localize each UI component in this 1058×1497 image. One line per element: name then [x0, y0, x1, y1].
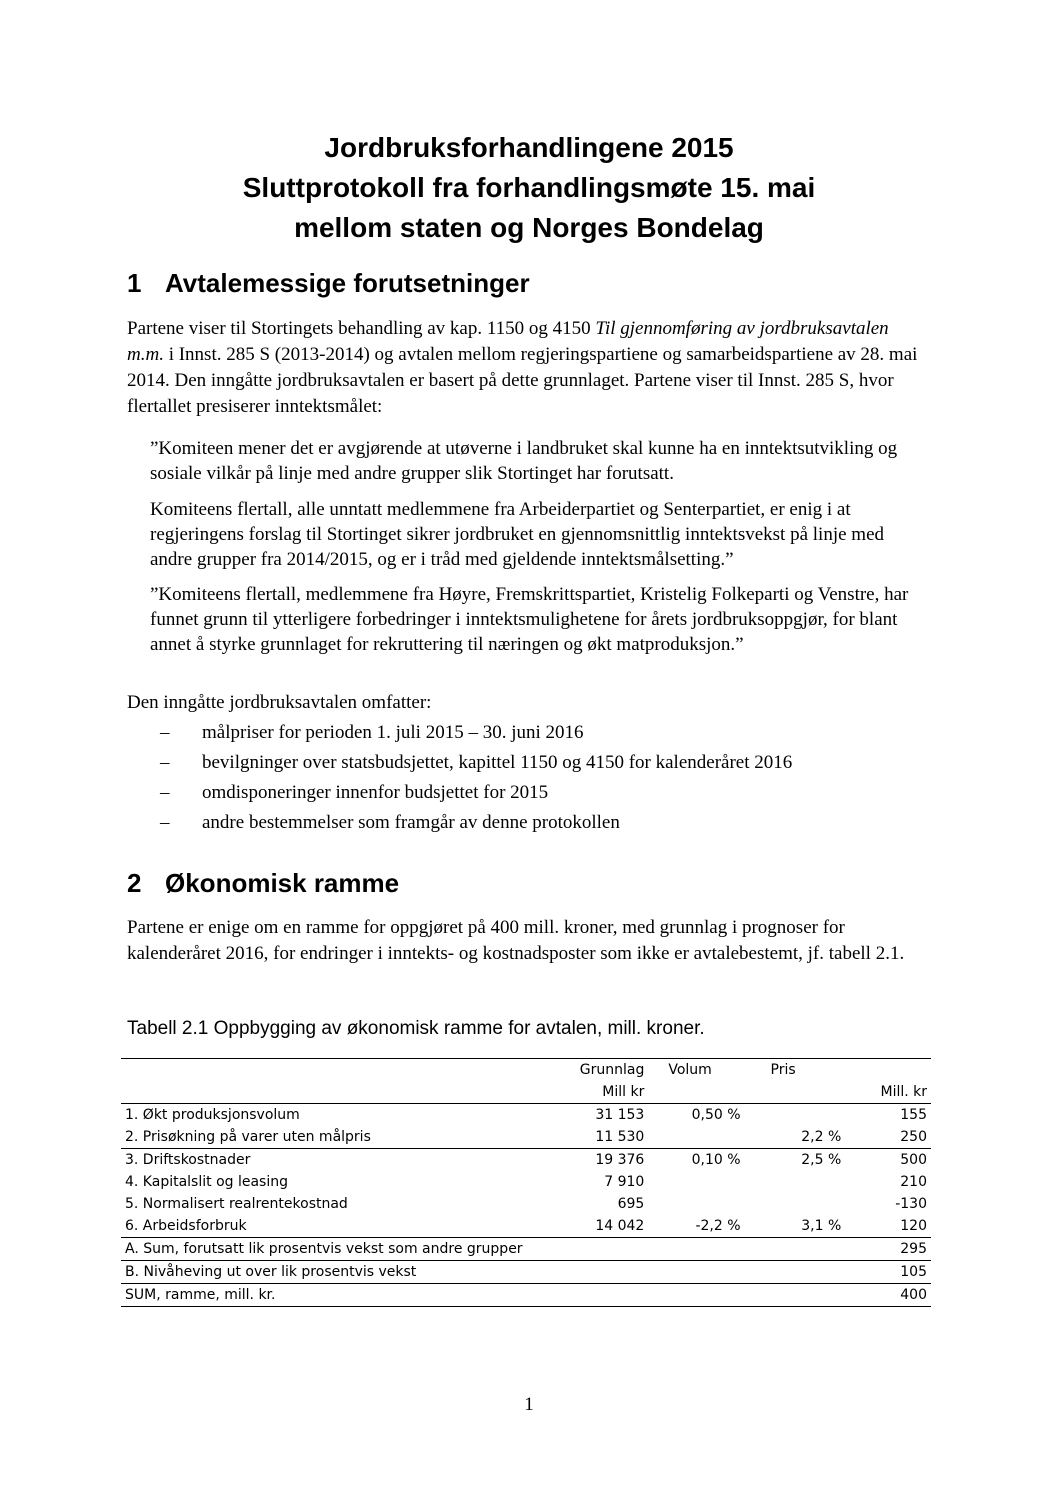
cell-pris: 2,5 %	[745, 1149, 846, 1172]
cell-volum: 0,50 %	[691, 1107, 741, 1123]
cell-grunnlag: 695	[617, 1196, 645, 1212]
table-row	[121, 1215, 931, 1238]
section-title: Avtalemessige forutsetninger	[165, 268, 530, 298]
header-cell: Mill kr	[570, 1081, 649, 1104]
header-cell: Volum	[648, 1059, 744, 1082]
page-number: 1	[524, 1394, 534, 1415]
cell-mill-kr: 400	[845, 1284, 931, 1307]
cell-volum	[648, 1126, 744, 1149]
cell-volum	[648, 1171, 744, 1193]
header-cell	[745, 1081, 846, 1104]
header-cell	[121, 1059, 570, 1082]
section-title: Økonomisk ramme	[165, 868, 400, 898]
cell-pris	[745, 1104, 846, 1127]
section-number: 2	[127, 868, 142, 898]
cell-pris	[745, 1193, 846, 1215]
cell-grunnlag: 31 153	[595, 1107, 645, 1123]
document-title	[100, 128, 958, 248]
quote-paragraph: Komiteens flertall, alle unntatt medlemmene fra Arbeiderpartiet og Senterpartiet, er enig i at regjeringens forslag til Stortinget sikrer jordbruket en gjennomsnittlig inntektsvekst på linje med andre grupper fra 2014/2015, og er i tråd med gjeldende inntektsmålsetting.”	[150, 499, 884, 570]
cell-grunnlag: 14 042	[595, 1218, 645, 1234]
quote-paragraph: ”Komiteen mener det er avgjørende at utøverne i landbruket skal kunne ha en inntektsutvikling og sosiale vilkår på linje med andre grupper slik Stortinget har forutsatt.	[150, 438, 898, 484]
section-1-intro	[127, 316, 927, 420]
list-item-text: omdisponeringer innenfor budsjettet for 2015	[202, 782, 549, 803]
table-row-sum	[121, 1238, 931, 1261]
cell-volum: -2,2 %	[695, 1218, 741, 1234]
table-row-sum	[121, 1261, 931, 1284]
cell-grunnlag: 7 910	[604, 1174, 645, 1190]
dash-bullet: –	[160, 752, 170, 773]
table-row	[121, 1171, 931, 1193]
section-1-heading	[127, 268, 530, 299]
quote-paragraph: ”Komiteens flertall, medlemmene fra Høyre, Fremskrittspartiet, Kristelig Folkeparti og Venstre, har funnet grunn til ytterligere forbedringer i inntektsmulighetene for årets jordbruksoppgjør, for blant annet å styrke grunnlaget for rekruttering til næringen og økt matproduksjon.”	[150, 584, 909, 655]
list-item	[160, 748, 920, 778]
header-cell: Grunnlag	[570, 1059, 649, 1082]
table-row	[121, 1126, 931, 1149]
header-cell	[648, 1081, 744, 1104]
header-cell	[845, 1059, 931, 1082]
table-row	[121, 1149, 931, 1172]
row-label: 1. Økt produksjonsvolum	[125, 1107, 300, 1123]
cell-pris: 2,2 %	[801, 1129, 842, 1145]
row-label: 3. Driftskostnader	[121, 1149, 570, 1172]
row-label: SUM, ramme, mill. kr.	[121, 1284, 845, 1307]
cell-mill-kr: 250	[900, 1129, 927, 1145]
dash-bullet: –	[160, 782, 170, 803]
list-item-text: andre bestemmelser som framgår av denne protokollen	[202, 812, 620, 833]
economic-frame-table	[121, 1058, 931, 1307]
cell-pris: 3,1 %	[801, 1218, 842, 1234]
table-row-total	[121, 1284, 931, 1307]
row-label: A. Sum, forutsatt lik prosentvis vekst som andre grupper	[121, 1238, 845, 1261]
list-item	[160, 808, 920, 838]
list-item	[160, 778, 920, 808]
dash-bullet: –	[160, 812, 170, 833]
row-label: B. Nivåheving ut over lik prosentvis vekst	[121, 1261, 845, 1284]
header-cell	[121, 1081, 570, 1104]
table-caption: Tabell 2.1 Oppbygging av økonomisk ramme for avtalen, mill. kroner.	[127, 1018, 705, 1039]
intro-text-continued: i Innst. 285 S (2013-2014) og avtalen mellom regjeringspartiene og samarbeidspartiene av 28. mai 2014. Den inngåtte jordbruksavtalen er basert på dette grunnlaget. Partene viser til Innst. 285 S, hvor flertallet presiserer inntektsmålet:	[127, 344, 918, 417]
header-cell: Pris	[745, 1059, 846, 1082]
section-2-heading	[127, 868, 399, 899]
list-intro: Den inngåtte jordbruksavtalen omfatter:	[127, 692, 432, 713]
table-header-row	[121, 1059, 931, 1082]
title-line: Jordbruksforhandlingene 2015	[324, 132, 734, 163]
row-label: 2. Prisøkning på varer uten målpris	[125, 1129, 371, 1145]
cell-mill-kr: 120	[900, 1218, 927, 1234]
cell-grunnlag: 11 530	[595, 1129, 645, 1145]
row-label: 6. Arbeidsforbruk	[125, 1218, 247, 1234]
title-line: mellom staten og Norges Bondelag	[294, 212, 764, 243]
section-number: 1	[127, 268, 142, 298]
list-item	[160, 718, 920, 748]
cell-mill-kr: 295	[845, 1238, 931, 1261]
cell-mill-kr: 155	[900, 1107, 927, 1123]
table-header-row	[121, 1081, 931, 1104]
cell-mill-kr: 500	[845, 1149, 931, 1172]
title-line: Sluttprotokoll fra forhandlingsmøte 15. mai	[242, 172, 816, 203]
table-row	[121, 1104, 931, 1127]
cell-mill-kr: 210	[900, 1174, 927, 1190]
intro-italic-title: Til gjennomføring av jordbruksavtalen m.m.	[127, 318, 889, 365]
cell-mill-kr: -130	[895, 1196, 927, 1212]
list-item-text: målpriser for perioden 1. juli 2015 – 30. juni 2016	[202, 722, 584, 743]
section-2-paragraph: Partene er enige om en ramme for oppgjøret på 400 mill. kroner, med grunnlag i prognoser for kalenderåret 2016, for endringer i inntekts- og kostnadsposter som ikke er avtalebestemt, jf. tabell 2.1.	[127, 917, 905, 964]
header-cell: Mill. kr	[845, 1081, 931, 1104]
cell-pris	[745, 1171, 846, 1193]
row-label: 5. Normalisert realrentekostnad	[125, 1196, 348, 1212]
intro-text: Partene viser til Stortingets behandling av kap. 1150 og 4150	[127, 318, 596, 339]
agreement-scope-list	[160, 718, 920, 838]
cell-grunnlag: 19 376	[570, 1149, 649, 1172]
cell-volum: 0,10 %	[648, 1149, 744, 1172]
table-row	[121, 1193, 931, 1215]
cell-mill-kr: 105	[845, 1261, 931, 1284]
row-label: 4. Kapitalslit og leasing	[125, 1174, 288, 1190]
cell-volum	[648, 1193, 744, 1215]
dash-bullet: –	[160, 722, 170, 743]
list-item-text: bevilgninger over statsbudsjettet, kapittel 1150 og 4150 for kalenderåret 2016	[202, 752, 793, 773]
